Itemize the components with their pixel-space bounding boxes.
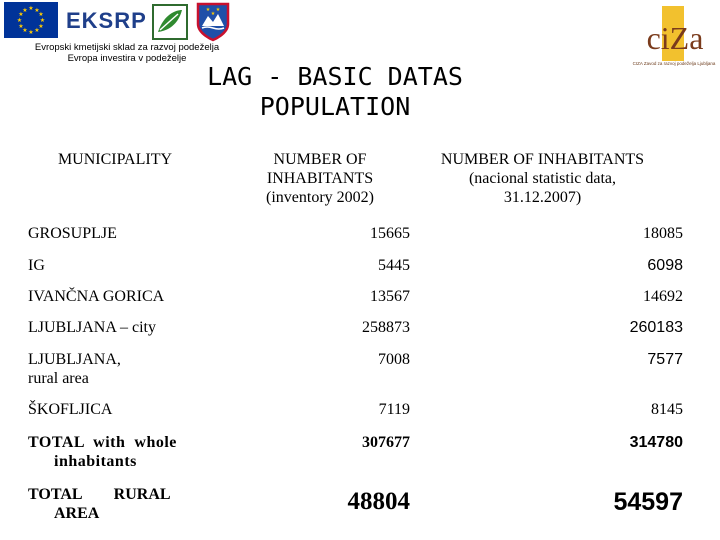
header-2007-line-2: (nacional statistic data, xyxy=(468,170,617,187)
municipality-name xyxy=(28,400,112,419)
total-label-line-2: inhabitants xyxy=(54,453,137,470)
municipality-name xyxy=(28,224,117,243)
logo-strip xyxy=(2,2,252,64)
page-title xyxy=(170,62,500,122)
svg-text:★: ★ xyxy=(34,7,40,14)
total-rural-value-2007: 54597 xyxy=(613,488,683,516)
fund-line-2: Evropa investira v podeželje xyxy=(67,53,187,64)
header-inhabitants-2002 xyxy=(235,150,405,207)
svg-text:★: ★ xyxy=(22,27,28,34)
total-rural-label-line-1: TOTAL RURAL xyxy=(28,486,171,503)
header-municipality xyxy=(30,150,200,169)
svg-text:★: ★ xyxy=(38,23,44,30)
svg-text:★: ★ xyxy=(16,17,23,24)
municipality-name-line: rural area xyxy=(28,370,89,387)
fund-line-1: Evropski kmetijski sklad za razvoj podeželja xyxy=(34,42,220,53)
header-2002-line-2: INHABITANTS xyxy=(266,170,374,187)
total-value-2007: 314780 xyxy=(629,434,683,451)
eksrp-logo xyxy=(66,8,147,36)
svg-text:★: ★ xyxy=(28,29,34,36)
total-rural-label-line-2: AREA xyxy=(54,505,100,522)
header-2002-line-1: NUMBER OF xyxy=(273,151,367,168)
svg-text:★: ★ xyxy=(18,11,24,18)
header-2007-line-1: NUMBER OF INHABITANTS xyxy=(440,151,645,168)
total-label xyxy=(28,433,196,471)
total-value-2002: 307677 xyxy=(362,434,410,451)
title-line-1: LAG - BASIC DATAS xyxy=(207,62,463,91)
value-2007: 7577 xyxy=(647,351,683,368)
svg-text:★: ★ xyxy=(18,23,24,30)
value-2007: 6098 xyxy=(647,257,683,274)
value-2002: 15665 xyxy=(370,225,410,242)
ciza-caption: CIZA Zavod za razvoj podeželja Ljubljana xyxy=(632,61,716,66)
total-rural-label xyxy=(28,485,196,523)
svg-text:★: ★ xyxy=(215,7,221,13)
ciza-logo xyxy=(632,4,718,84)
municipality-name-line: IVANČNA GORICA xyxy=(28,288,165,305)
svg-text:★: ★ xyxy=(28,5,34,12)
svg-text:★: ★ xyxy=(34,27,40,34)
header-2002-line-3: (inventory 2002) xyxy=(266,189,374,206)
value-2007: 18085 xyxy=(643,225,683,242)
total-rural-value-2002: 48804 xyxy=(347,488,410,515)
header-inhabitants-2007 xyxy=(410,150,675,207)
municipality-name xyxy=(28,318,156,337)
title-line-2: POPULATION xyxy=(259,92,411,121)
value-2007: 260183 xyxy=(629,319,683,336)
value-2007: 14692 xyxy=(643,288,683,305)
municipality-name xyxy=(28,287,164,306)
header-2007-line-3: 31.12.2007) xyxy=(503,189,582,206)
svg-text:★: ★ xyxy=(205,7,211,13)
value-2002: 7119 xyxy=(378,401,410,418)
municipality-name-line: LJUBLJANA – city xyxy=(28,319,156,336)
value-2002: 5445 xyxy=(378,257,410,274)
eu-flag-icon xyxy=(4,2,58,38)
municipality-name-line: LJUBLJANA, xyxy=(28,351,121,368)
value-2002: 258873 xyxy=(362,319,410,336)
municipality-name-line: ŠKOFLJICA xyxy=(28,401,113,418)
value-2002: 7008 xyxy=(378,351,410,368)
header-municipality-text: MUNICIPALITY xyxy=(57,151,173,168)
svg-text:★: ★ xyxy=(38,11,44,18)
ciza-logo-text: ciZa xyxy=(646,20,704,56)
value-2002: 13567 xyxy=(370,288,410,305)
value-2007: 8145 xyxy=(651,401,683,418)
svg-text:★: ★ xyxy=(22,7,28,14)
municipality-name xyxy=(28,256,45,275)
eksrp-logo-text: EKSRP xyxy=(66,8,147,33)
svg-text:★: ★ xyxy=(39,17,46,24)
municipality-name-line: IG xyxy=(28,257,45,274)
municipality-name-line: GROSUPLJE xyxy=(28,225,117,242)
leader-logo xyxy=(152,4,188,40)
slovenia-coat-of-arms xyxy=(196,2,230,42)
total-label-line-1: TOTAL with whole xyxy=(28,434,177,451)
municipality-name xyxy=(28,350,121,388)
fund-caption xyxy=(2,42,252,64)
svg-text:★: ★ xyxy=(210,11,216,17)
